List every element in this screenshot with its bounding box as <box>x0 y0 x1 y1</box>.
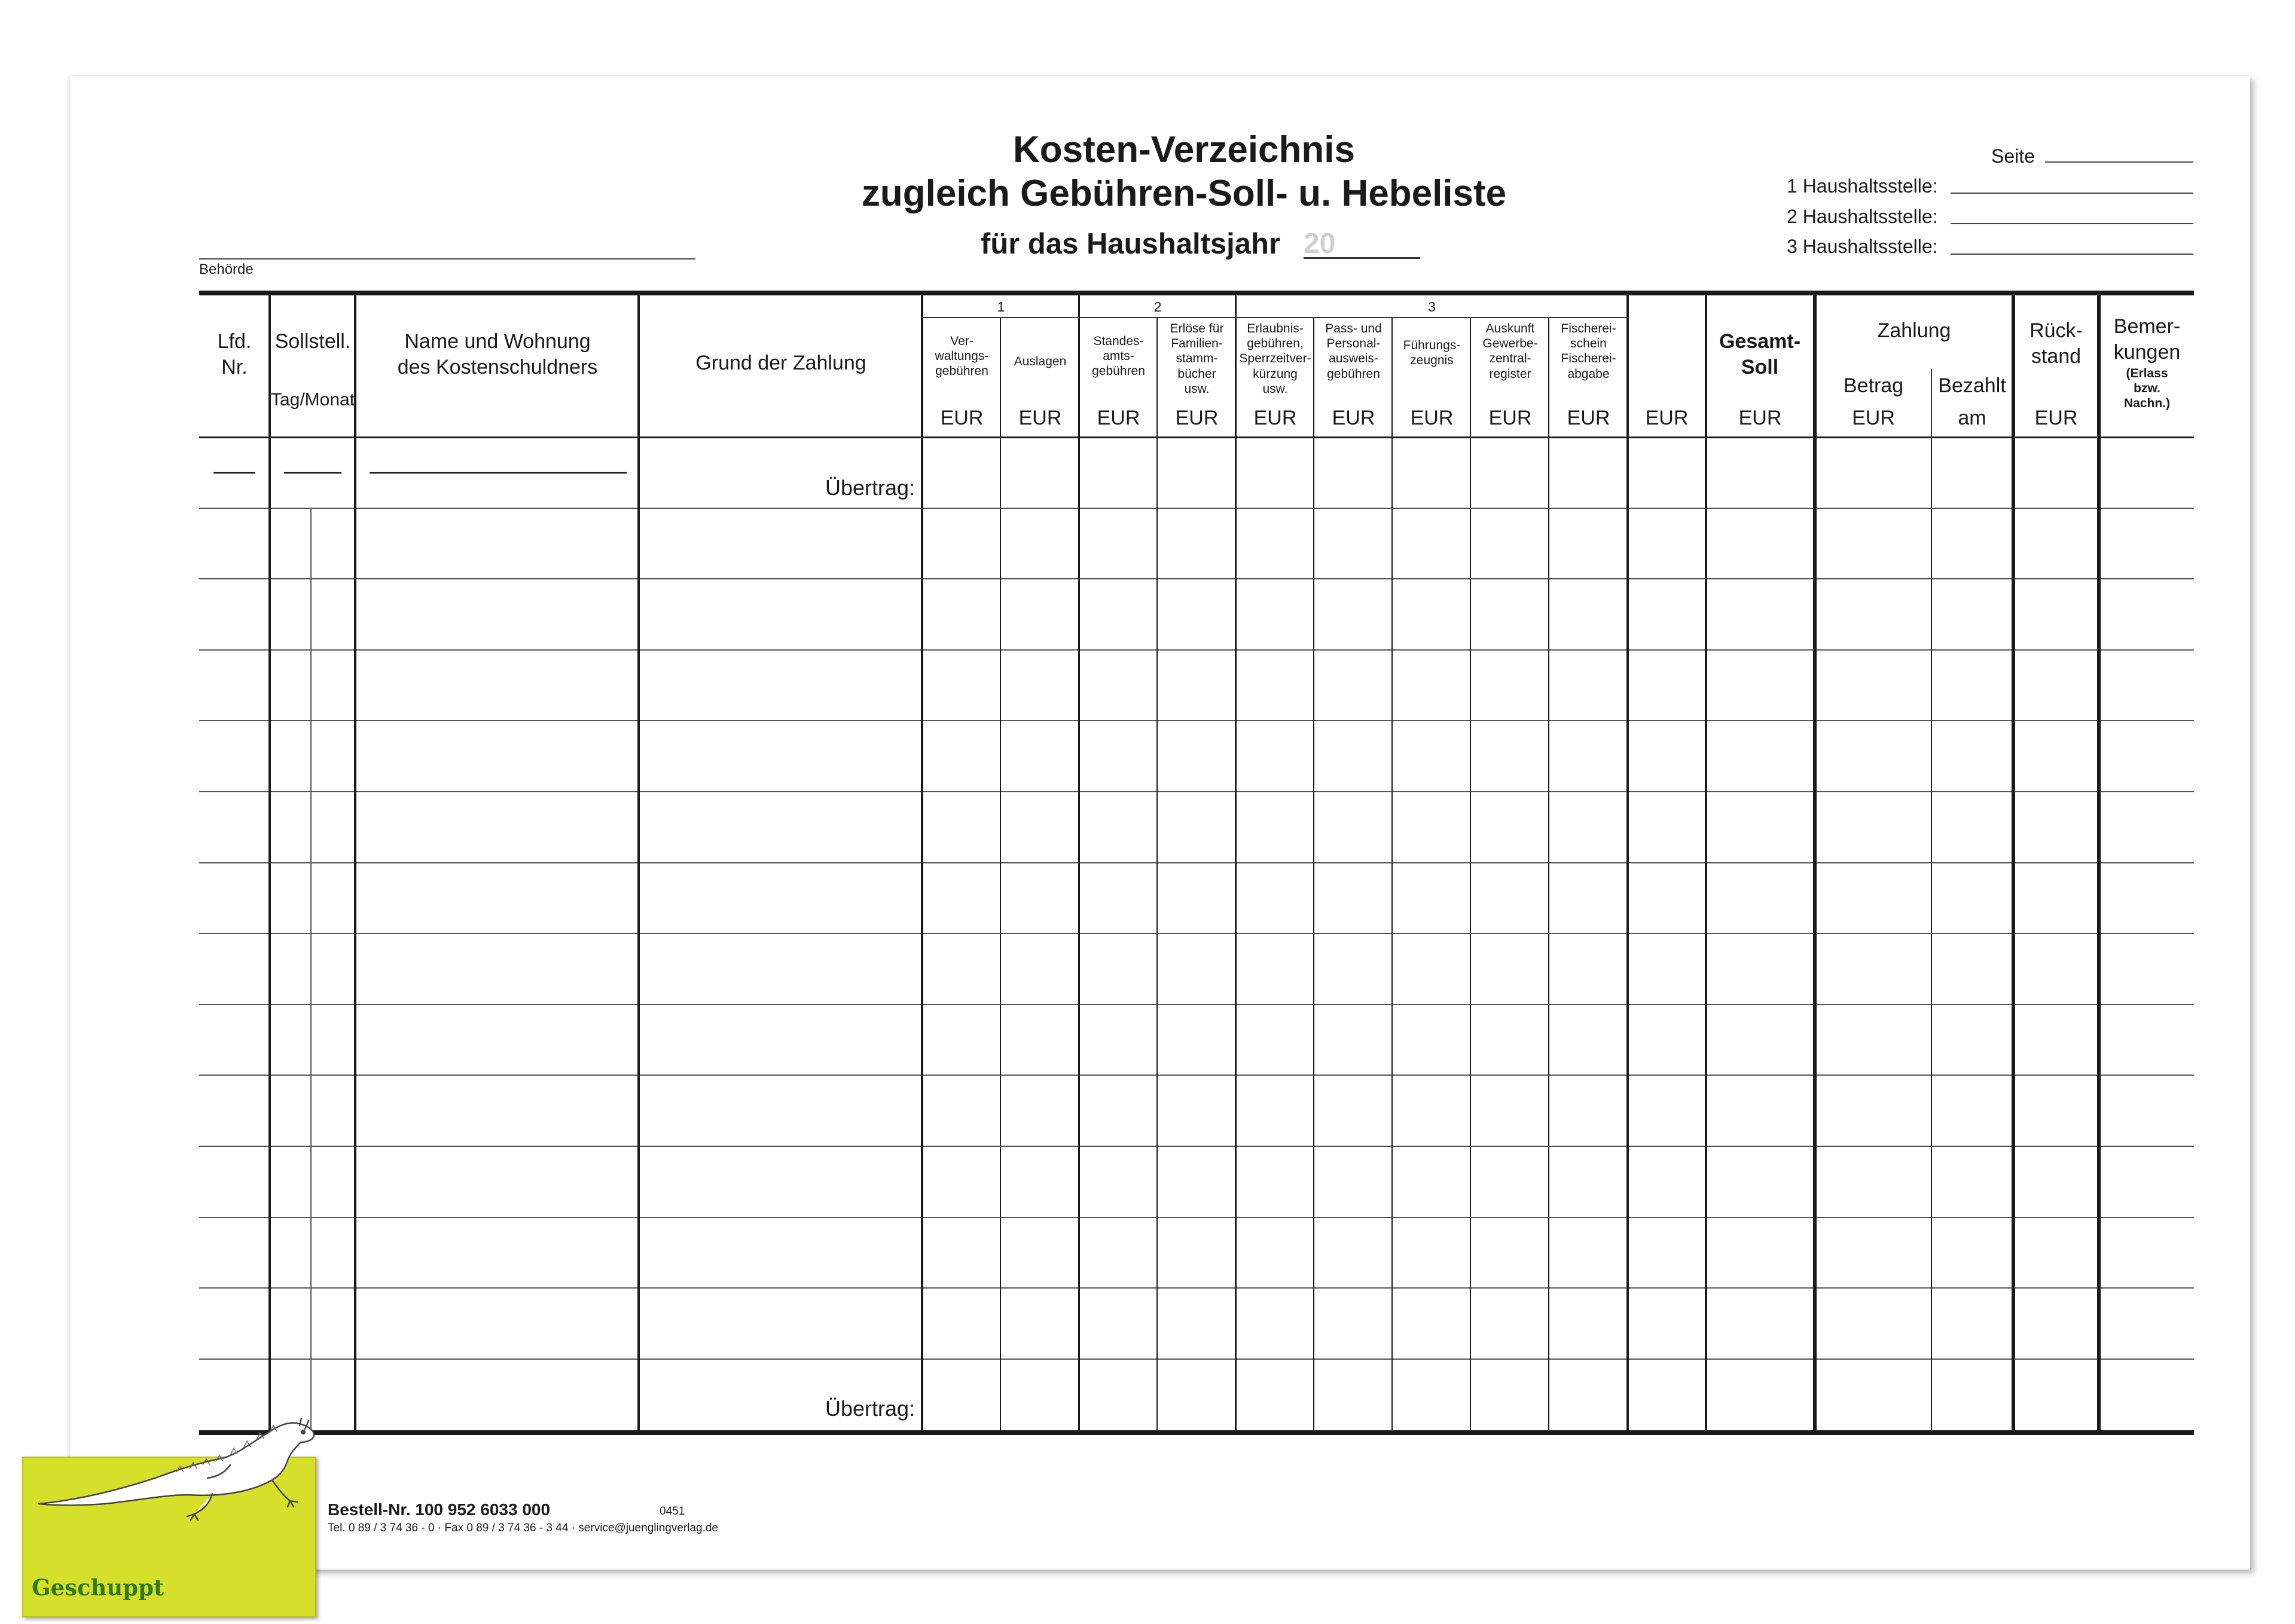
lfd-dash <box>213 472 255 474</box>
table-row-line <box>199 1287 2194 1289</box>
authority-field[interactable] <box>199 258 695 260</box>
budget-post-2-field[interactable] <box>1951 223 2193 224</box>
fiscal-year-label: für das Haushaltsjahr <box>981 228 1281 260</box>
contact-info: Tel. 0 89 / 3 74 36 - 0 · Fax 0 89 / 3 74 36 - 3 44 · service@juenglingverlag.de <box>328 1522 718 1534</box>
iguana-icon <box>33 1405 326 1525</box>
table-row-line <box>199 1359 2194 1360</box>
page-field[interactable] <box>2045 161 2193 163</box>
table-bottom-rule <box>199 1430 2194 1435</box>
table-column-line <box>1078 293 1080 1432</box>
page-label: Seite <box>1991 145 2035 167</box>
col-header-zahlung: Zahlung <box>1877 319 1951 342</box>
authority-label: Behörde <box>199 261 254 277</box>
carry-over-bottom: Übertrag: <box>825 1396 915 1421</box>
table-row-line <box>199 578 2194 579</box>
table-row-line <box>199 720 2194 721</box>
group-rule <box>921 317 1629 318</box>
form-subtitle: zugleich Gebühren-Soll- u. Hebeliste <box>861 173 1507 214</box>
form-title: Kosten-Verzeichnis <box>1013 129 1355 170</box>
table-column-line <box>1391 317 1393 1432</box>
table-row-line <box>199 1004 2194 1005</box>
carry-over-top: Übertrag: <box>825 475 915 500</box>
eur-standesamt: EUR <box>1097 407 1140 429</box>
eur-erloese: EUR <box>1175 407 1219 429</box>
eur-pass: EUR <box>1332 407 1375 429</box>
group-3-label: 3 <box>1428 299 1436 315</box>
table-column-line <box>1156 317 1158 1432</box>
table-column-line <box>1470 317 1471 1432</box>
sollstell-divider <box>310 508 312 1432</box>
eur-auslagen: EUR <box>1018 407 1062 429</box>
eur-rueckstand: EUR <box>2034 407 2078 429</box>
name-dash <box>370 472 627 474</box>
table-column-line <box>354 293 356 1432</box>
table-column-line <box>637 293 640 1432</box>
eur-betrag: EUR <box>1852 407 1895 429</box>
table-column-line <box>1931 369 1932 1432</box>
col-header-tag-monat: Tag/Monat <box>270 390 355 410</box>
col-header-lfd: Lfd. Nr. <box>217 330 252 378</box>
table-column-line <box>1548 317 1549 1432</box>
table-row-line <box>199 649 2194 651</box>
eur-fischerei: EUR <box>1567 407 1610 429</box>
col-header-bemerkungen: Bemer- kungen <box>2113 315 2181 364</box>
table-column-line <box>1000 317 1001 1432</box>
col-header-fuehrung: Führungs- zeugnis <box>1403 338 1461 368</box>
table-header-rule <box>199 436 2194 438</box>
table-column-line <box>1313 317 1314 1432</box>
col-header-sollstell: Sollstell. <box>274 330 351 353</box>
table-column-line <box>1705 293 1707 1432</box>
table-row-line <box>199 1217 2194 1218</box>
col-header-fischerei: Fischerei- schein Fischerei- abgabe <box>1561 322 1616 381</box>
group-2-label: 2 <box>1153 299 1162 315</box>
sticker-label: Geschuppt <box>32 1574 164 1601</box>
table-column-line <box>1626 293 1629 1432</box>
group-1-label: 1 <box>997 299 1005 315</box>
order-number: Bestell-Nr. 100 952 6033 000 <box>328 1500 551 1519</box>
col-header-gesamt-soll: Gesamt- Soll <box>1719 330 1801 378</box>
eur-auskunft: EUR <box>1488 407 1532 429</box>
table-column-line <box>2012 293 2015 1432</box>
eur-gesamt: EUR <box>1738 407 1782 429</box>
col-header-auslagen: Auslagen <box>1014 355 1067 368</box>
eur-extra: EUR <box>1645 407 1689 429</box>
table-top-rule <box>199 291 2194 295</box>
budget-post-3-label: 3 Haushaltsstelle: <box>1787 236 1938 257</box>
table-row-line <box>199 1146 2194 1147</box>
col-header-verwaltung: Ver- waltungs- gebühren <box>935 334 989 378</box>
form-code: 0451 <box>660 1505 685 1518</box>
eur-fuehrung: EUR <box>1410 407 1454 429</box>
sollstell-dash <box>284 472 341 474</box>
table-column-line <box>1235 293 1237 1432</box>
col-header-betrag: Betrag <box>1843 374 1904 397</box>
table-column-line <box>1813 293 1817 1432</box>
table-row-line <box>199 933 2194 934</box>
table-row-line <box>199 1074 2194 1076</box>
col-header-bezahlt: Bezahlt <box>1938 374 2006 397</box>
col-header-auskunft: Auskunft Gewerbe- zentral- register <box>1482 322 1538 381</box>
budget-post-1-field[interactable] <box>1951 193 2193 194</box>
col-header-erloese: Erlöse für Familien- stamm- bücher usw. <box>1170 322 1224 396</box>
budget-post-3-field[interactable] <box>1951 254 2193 255</box>
col-header-name: Name und Wohnung des Kostenschuldners <box>397 330 598 378</box>
table-column-line <box>921 293 923 1432</box>
col-header-pass: Pass- und Personal- ausweis- gebühren <box>1325 322 1382 381</box>
budget-post-2-label: 2 Haushaltsstelle: <box>1787 206 1938 227</box>
eur-verwaltung: EUR <box>940 407 984 429</box>
col-header-bemerkungen-sub: (Erlass bzw. Nachn.) <box>2123 367 2170 411</box>
bezahlt-am: am <box>1958 407 1986 429</box>
col-header-rueckstand: Rück- stand <box>2030 319 2083 368</box>
col-header-erlaubnis: Erlaubnis- gebühren, Sperrzeitver- kürzung usw. <box>1239 322 1311 396</box>
budget-post-1-label: 1 Haushaltsstelle: <box>1787 175 1938 197</box>
table-row-line <box>199 862 2194 863</box>
table-row-line <box>199 508 2194 509</box>
col-header-grund: Grund der Zahlung <box>695 352 866 374</box>
col-header-standesamt: Standes- amts- gebühren <box>1092 334 1145 378</box>
table-column-line <box>2097 293 2101 1432</box>
table-column-line <box>268 293 271 1432</box>
table-row-line <box>199 791 2194 792</box>
year-placeholder: 20 <box>1304 228 1336 260</box>
fiscal-year-field[interactable] <box>1304 227 1420 259</box>
eur-erlaubnis: EUR <box>1253 407 1297 429</box>
